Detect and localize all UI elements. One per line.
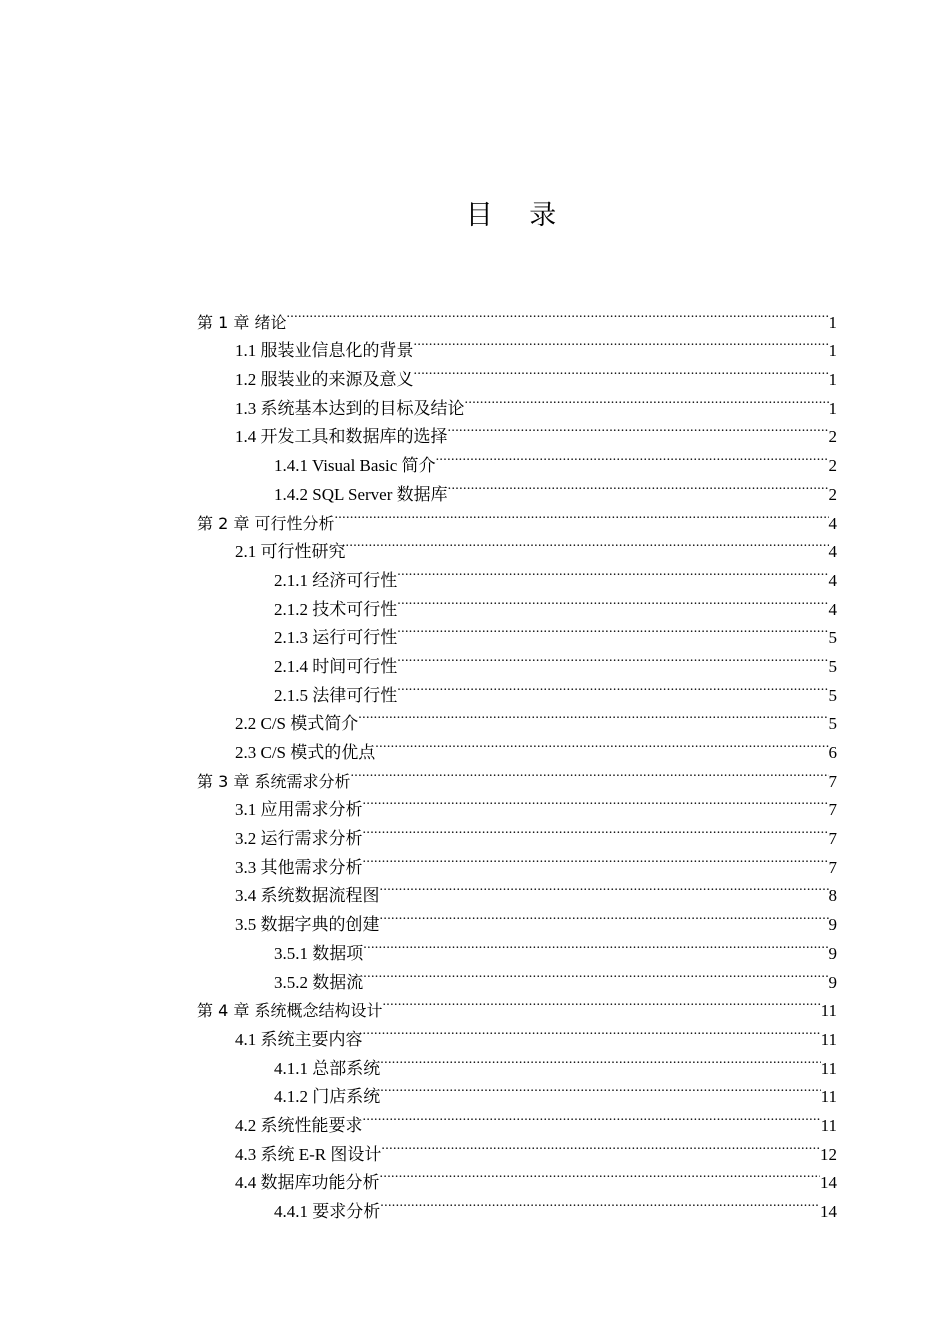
toc-entry-title: 4.1 系统主要内容 [235, 1029, 363, 1049]
toc-entry-title: 3.4 系统数据流程图 [235, 886, 380, 906]
toc-page-number: 11 [820, 1058, 837, 1078]
toc-entry-title: 4.1.2 门店系统 [274, 1087, 381, 1107]
toc-page-number: 1 [828, 312, 837, 332]
toc-dot-leader [436, 442, 829, 471]
toc-entry-title: 4.3 系统 E-R 图设计 [235, 1144, 382, 1164]
toc-dot-leader [380, 1188, 820, 1217]
toc-entry-title: 4.1.1 总部系统 [274, 1058, 381, 1078]
toc-entry-title: 第 4 章 系统概念结构设计 [197, 1001, 383, 1021]
toc-page-number: 7 [828, 857, 837, 877]
toc-entry-title: 3.2 运行需求分析 [235, 829, 363, 849]
toc-entry-title: 2.3 C/S 模式的优点 [235, 743, 376, 762]
toc-entry-title: 2.1.3 运行可行性 [274, 628, 398, 648]
toc-entry-title: 3.1 应用需求分析 [235, 800, 363, 820]
toc-entry-title: 2.1.2 技术可行性 [274, 599, 398, 619]
toc-dot-leader [382, 988, 820, 1017]
toc-page-number: 11 [820, 1115, 837, 1135]
toc-page-number: 4 [828, 513, 837, 533]
toc-dot-leader [380, 901, 829, 930]
toc-title: 目 录 [465, 200, 571, 231]
toc-dot-leader [363, 844, 829, 873]
toc-dot-leader [448, 414, 829, 443]
toc-page-number: 9 [828, 943, 837, 963]
toc-entry-title: 1.4 开发工具和数据库的选择 [235, 427, 448, 447]
toc-list [197, 299, 837, 1221]
toc-dot-leader [363, 815, 829, 844]
toc-page-number: 2 [828, 456, 837, 476]
toc-dot-leader [363, 1102, 821, 1131]
toc-page-number: 1 [828, 398, 837, 418]
toc-entry-title: 1.3 系统基本达到的目标及结论 [235, 398, 465, 418]
toc-page-number: 12 [820, 1144, 837, 1164]
toc-dot-leader [397, 615, 828, 644]
toc-entry-title: 3.5 数据字典的创建 [235, 915, 380, 935]
toc-page-number: 4 [828, 570, 837, 590]
toc-entry-title: 2.1.1 经济可行性 [274, 570, 398, 590]
toc-page-number: 7 [828, 800, 837, 820]
toc-dot-leader [380, 873, 829, 902]
toc-page-number: 9 [828, 915, 837, 935]
toc-entry-title: 4.4 数据库功能分析 [235, 1173, 380, 1193]
toc-dot-leader [381, 1131, 820, 1160]
toc-entry[interactable] [197, 328, 837, 361]
toc-page-number: 11 [820, 1029, 837, 1049]
toc-dot-leader [380, 1074, 820, 1103]
toc-page-number: 14 [820, 1202, 837, 1221]
toc-dot-leader [414, 328, 829, 357]
toc-page-number: 2 [828, 427, 837, 447]
toc-entry-title: 1.1 服装业信息化的背景 [235, 341, 414, 361]
toc-page-number: 4 [828, 542, 837, 562]
toc-entry-title: 第 3 章 系统需求分析 [197, 771, 351, 791]
toc-entry-title: 1.4.1 Visual Basic 简介 [274, 456, 436, 476]
toc-dot-leader [358, 701, 828, 730]
toc-page-number: 11 [820, 1001, 837, 1021]
toc-dot-leader [334, 500, 828, 529]
toc-page-number: 5 [828, 656, 837, 676]
toc-dot-leader [363, 930, 828, 959]
toc-page-number: 9 [828, 972, 837, 992]
toc-entry-title: 4.2 系统性能要求 [235, 1115, 363, 1135]
toc-page-number: 4 [828, 599, 837, 619]
toc-page-number: 2 [828, 484, 837, 504]
toc-dot-leader [448, 471, 829, 500]
toc-page-number: 5 [828, 628, 837, 648]
toc-page-number: 5 [828, 685, 837, 705]
toc-entry-title: 第 2 章 可行性分析 [197, 513, 335, 533]
toc-dot-leader [414, 356, 829, 385]
toc-entry-title: 3.5.1 数据项 [274, 943, 364, 963]
toc-dot-leader [363, 1016, 821, 1045]
toc-entry-title: 1.4.2 SQL Server 数据库 [274, 484, 448, 504]
toc-dot-leader [397, 643, 828, 672]
toc-page-number: 1 [828, 341, 837, 361]
toc-page-number: 6 [828, 743, 837, 762]
toc-dot-leader [286, 299, 828, 328]
toc-entry-title: 2.1.4 时间可行性 [274, 656, 398, 676]
toc-entry-title: 3.3 其他需求分析 [235, 857, 363, 877]
toc-dot-leader [465, 385, 829, 414]
toc-entry-title: 4.4.1 要求分析 [274, 1202, 381, 1221]
toc-page-number: 11 [820, 1087, 837, 1107]
toc-entry-title: 3.5.2 数据流 [274, 972, 364, 992]
toc-page-number: 7 [828, 771, 837, 791]
toc-entry[interactable] [197, 299, 837, 332]
toc-entry-title: 第 1 章 绪论 [197, 312, 287, 332]
toc-page-number: 5 [828, 714, 837, 734]
toc-dot-leader [350, 758, 828, 787]
toc-entry-title: 2.1 可行性研究 [235, 542, 346, 562]
toc-page-number: 7 [828, 829, 837, 849]
toc-entry-title: 2.2 C/S 模式简介 [235, 714, 359, 734]
toc-dot-leader [380, 1045, 820, 1074]
toc-dot-leader [375, 729, 828, 758]
toc-page-number: 14 [820, 1173, 837, 1193]
toc-page-number: 8 [828, 886, 837, 906]
toc-entry-title: 1.2 服装业的来源及意义 [235, 370, 414, 390]
toc-dot-leader [380, 1160, 821, 1189]
toc-dot-leader [346, 529, 829, 558]
toc-entry-title: 2.1.5 法律可行性 [274, 685, 398, 705]
toc-dot-leader [397, 586, 828, 615]
toc-page-number: 1 [828, 370, 837, 390]
toc-dot-leader [397, 672, 828, 701]
toc-dot-leader [397, 557, 828, 586]
toc-dot-leader [363, 787, 829, 816]
toc-dot-leader [363, 959, 828, 988]
